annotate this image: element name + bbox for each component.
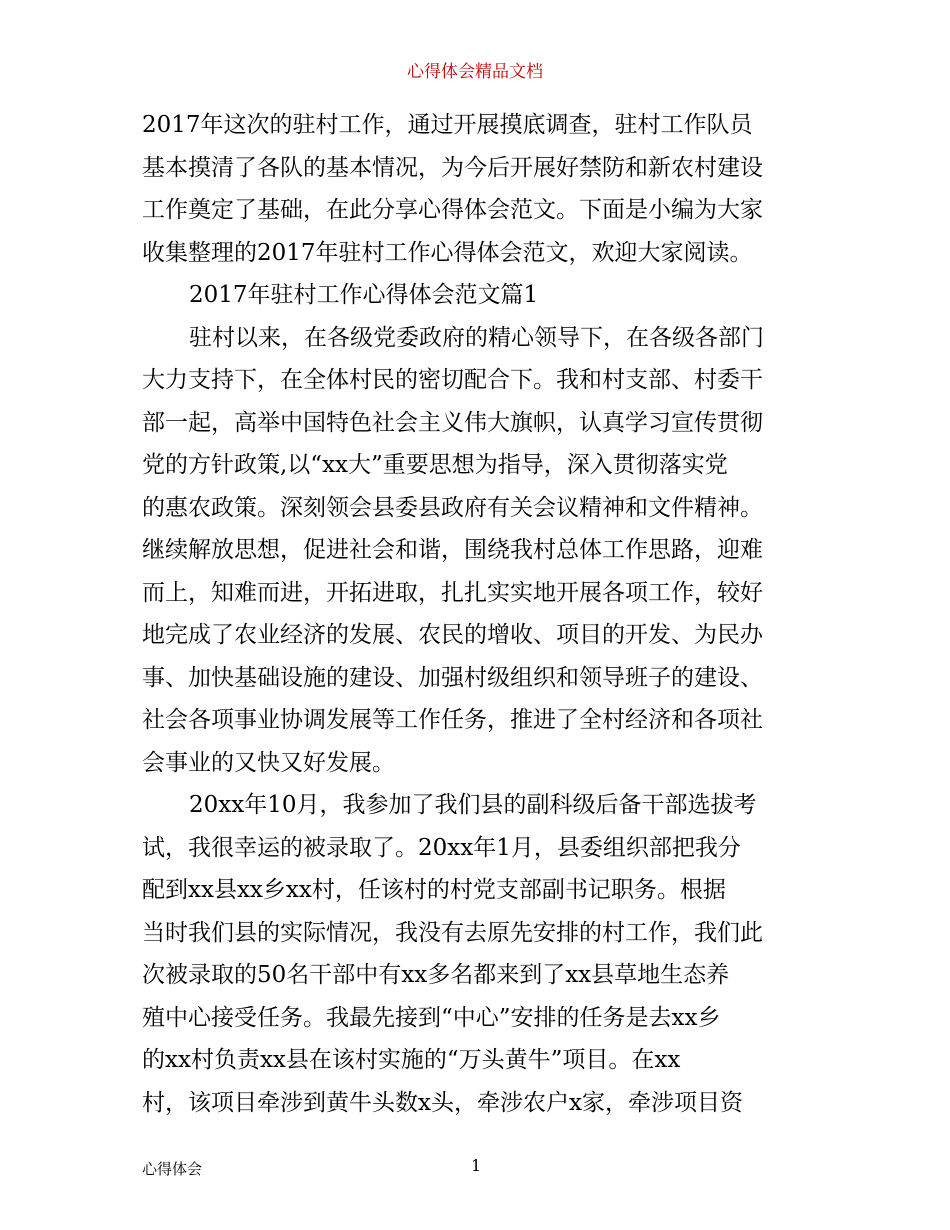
text-line: 继续解放思想，促进社会和谐，围绕我村总体工作思路，迎难 <box>142 537 763 563</box>
section-heading: 2017年驻村工作心得体会范文篇1 <box>189 282 539 308</box>
text-line: 基本摸清了各队的基本情况，为今后开展好禁防和新农村建设 <box>142 154 763 181</box>
text-line: 村，该项目牵涉到黄牛头数x头，牵涉农户x家，牵涉项目资 <box>142 1089 743 1116</box>
text-line: 驻村以来，在各级党委政府的精心领导下，在各级各部门 <box>189 324 764 351</box>
text-line: 20xx年10月，我参加了我们县的副科级后备干部选拔考 <box>189 792 757 818</box>
text-line: 部一起，高举中国特色社会主义伟大旗帜，认真学习宣传贯彻 <box>142 409 763 436</box>
text-line: 次被录取的50名干部中有xx多名都来到了xx县草地生态养 <box>142 962 730 988</box>
text-line: 试，我很幸运的被录取了。20xx年1月，县委组织部把我分 <box>142 834 741 861</box>
text-line: 会事业的又快又好发展。 <box>142 749 395 776</box>
text-line: 地完成了农业经济的发展、农民的增收、项目的开发、为民办 <box>142 622 763 648</box>
text-line: 社会各项事业协调发展等工作任务，推进了全村经济和各项社 <box>142 707 763 733</box>
text-line: 而上，知难而进，开拓进取，扎扎实实地开展各项工作，较好 <box>142 579 763 606</box>
document-body <box>142 104 812 1124</box>
text-line: 工作奠定了基础，在此分享心得体会范文。下面是小编为大家 <box>142 197 763 223</box>
text-line: 的xx村负责xx县在该村实施的“万头黄牛”项目。在xx <box>142 1047 681 1073</box>
document-header: 心得体会精品文档 <box>407 62 543 82</box>
text-line: 党的方针政策,以“xx大”重要思想为指导，深入贯彻落实党 <box>142 452 728 478</box>
text-line: 2017年这次的驻村工作，通过开展摸底调查，驻村工作队员 <box>142 112 753 138</box>
text-line: 收集整理的2017年驻村工作心得体会范文，欢迎大家阅读。 <box>142 239 753 266</box>
text-line: 的惠农政策。深刻领会县委县政府有关会议精神和文件精神。 <box>142 494 763 521</box>
text-line: 事、加快基础设施的建设、加强村级组织和领导班子的建设、 <box>142 664 763 691</box>
text-line: 殖中心接受任务。我最先接到“中心”安排的任务是去xx乡 <box>142 1004 721 1031</box>
page-number: 1 <box>471 1156 482 1175</box>
text-line: 配到xx县xx乡xx村，任该村的村党支部副书记职务。根据 <box>142 877 726 903</box>
footer-label: 心得体会 <box>142 1160 203 1178</box>
text-line: 当时我们县的实际情况，我没有去原先安排的村工作，我们此 <box>142 919 763 946</box>
text-line: 大力支持下，在全体村民的密切配合下。我和村支部、村委干 <box>142 367 763 393</box>
